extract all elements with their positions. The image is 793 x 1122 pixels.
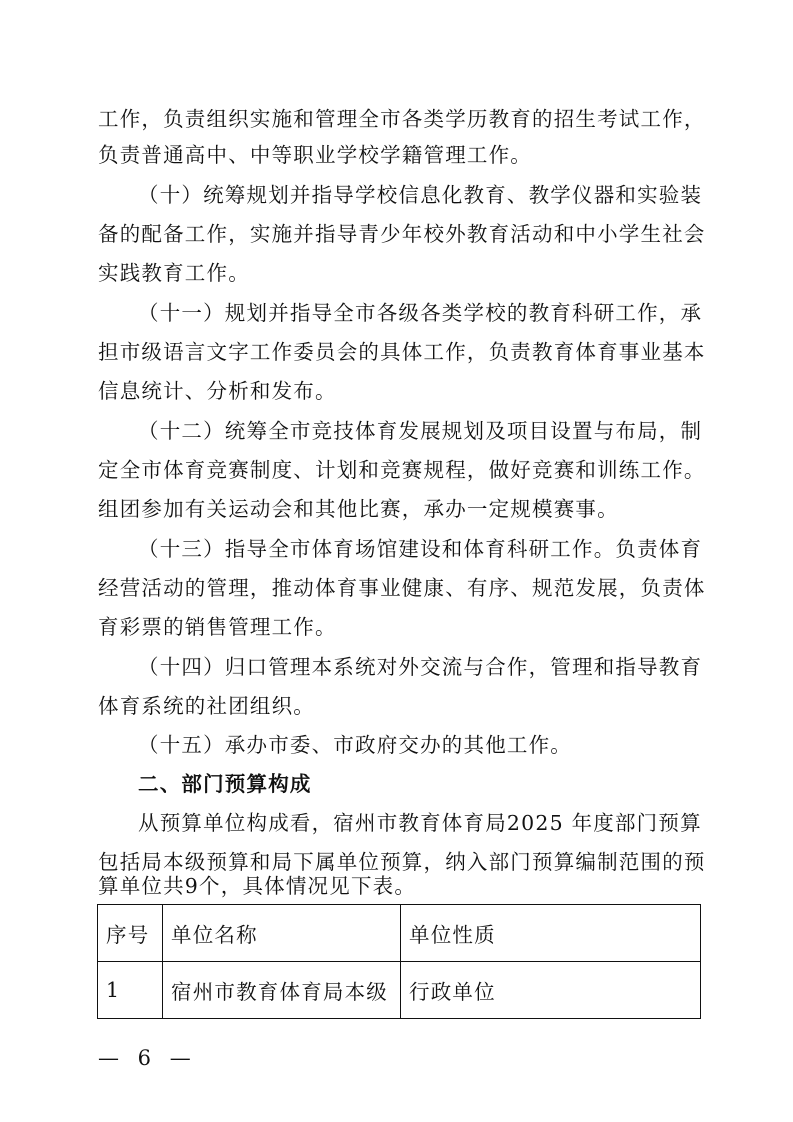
table-header-row bbox=[98, 905, 701, 962]
text-line: 担市级语言文字工作委员会的具体工作，负责教育体育事业基本 bbox=[98, 340, 706, 364]
table-cell: 1 bbox=[98, 962, 163, 1019]
text-line: 包括局本级预算和局下属单位预算，纳入部门预算编制范围的预 bbox=[98, 850, 706, 874]
text-line: 负责普通高中、中等职业学校学籍管理工作。 bbox=[98, 143, 532, 167]
text-line: 工作，负责组织实施和管理全市各类学历教育的招生考试工作， bbox=[98, 107, 706, 131]
text-line: 信息统计、分析和发布。 bbox=[98, 379, 337, 403]
text-line: 经营活动的管理，推动体育事业健康、有序、规范发展，负责体 bbox=[98, 576, 706, 600]
text-line: （十）统筹规划并指导学校信息化教育、教学仪器和实验装 bbox=[138, 183, 703, 207]
budget-units-table bbox=[97, 904, 701, 1019]
text-line: （十二）统筹全市竞技体育发展规划及项目设置与布局，制 bbox=[138, 419, 703, 443]
text-line: （十五）承办市委、市政府交办的其他工作。 bbox=[138, 733, 572, 757]
table-cell: 行政单位 bbox=[401, 962, 701, 1019]
text-line: （十一）规划并指导全市各级各类学校的教育科研工作，承 bbox=[138, 301, 703, 325]
table-header-cell: 序号 bbox=[98, 905, 163, 962]
text-line: 算单位共9个，具体情况见下表。 bbox=[98, 874, 417, 898]
text-line: 实践教育工作。 bbox=[98, 261, 250, 285]
text-line: 育彩票的销售管理工作。 bbox=[98, 615, 337, 639]
table-cell: 宿州市教育体育局本级 bbox=[163, 962, 401, 1019]
text-line: 体育系统的社团组织。 bbox=[98, 694, 315, 718]
page-number: — 6 — bbox=[98, 1046, 197, 1070]
text-line: 备的配备工作，实施并指导青少年校外教育活动和中小学生社会 bbox=[98, 222, 706, 246]
text-line: 从预算单位构成看，宿州市教育体育局2025 年度部门预算 bbox=[138, 811, 702, 835]
table-header-cell: 单位名称 bbox=[163, 905, 401, 962]
text-line: 定全市体育竞赛制度、计划和竞赛规程，做好竞赛和训练工作。 bbox=[98, 458, 706, 482]
text-line: 组团参加有关运动会和其他比赛，承办一定规模赛事。 bbox=[98, 497, 619, 521]
text-line: （十四）归口管理本系统对外交流与合作，管理和指导教育 bbox=[138, 655, 703, 679]
table-header-cell: 单位性质 bbox=[401, 905, 701, 962]
section-heading: 二、部门预算构成 bbox=[138, 772, 312, 796]
table-row bbox=[98, 962, 701, 1019]
text-line: （十三）指导全市体育场馆建设和体育科研工作。负责体育 bbox=[138, 537, 703, 561]
